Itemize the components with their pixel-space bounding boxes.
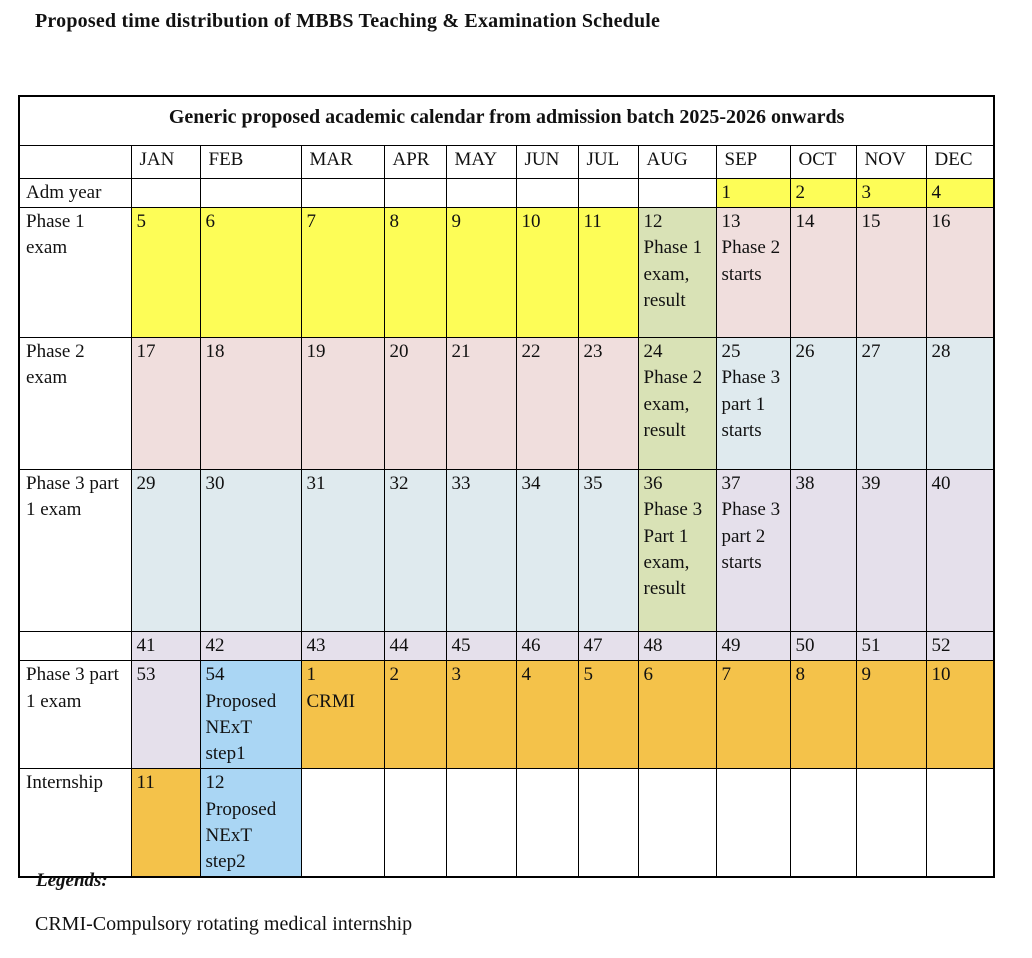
calendar-cell xyxy=(926,470,994,632)
calendar-cell xyxy=(200,208,301,338)
week-number: 52 xyxy=(931,635,951,657)
table-row xyxy=(19,338,994,470)
calendar-cell xyxy=(790,208,856,338)
calendar-cell xyxy=(716,632,790,661)
calendar-cell xyxy=(384,769,446,877)
calendar-cell xyxy=(516,338,578,470)
calendar-cell xyxy=(638,661,716,769)
week-number: 44 xyxy=(389,635,409,657)
calendar-cell xyxy=(516,208,578,338)
calendar-cell xyxy=(131,661,200,769)
month-header-oct: OCT xyxy=(790,146,856,179)
calendar-cell xyxy=(384,208,446,338)
academic-calendar-table xyxy=(18,95,995,878)
week-number: 11 xyxy=(583,211,602,233)
page-title: Proposed time distribution of MBBS Teaching & Examination Schedule xyxy=(35,10,661,32)
calendar-cell xyxy=(578,338,638,470)
week-number: 38 xyxy=(795,473,815,495)
calendar-cell xyxy=(384,632,446,661)
cell-note: Phase 1 exam, result xyxy=(643,237,703,311)
week-number: 5 xyxy=(583,664,593,686)
calendar-cell xyxy=(790,470,856,632)
calendar-cell xyxy=(638,179,716,208)
cell-note: Phase 3 part 2 starts xyxy=(721,499,781,573)
week-number: 45 xyxy=(451,635,471,657)
calendar-cell xyxy=(926,179,994,208)
corner-cell xyxy=(19,146,131,179)
week-number: 36 xyxy=(643,473,663,495)
calendar-cell xyxy=(446,632,516,661)
calendar-cell xyxy=(131,470,200,632)
week-number: 15 xyxy=(861,211,881,233)
calendar-cell xyxy=(200,769,301,877)
calendar-cell xyxy=(516,769,578,877)
month-header-dec: DEC xyxy=(926,146,994,179)
week-number: 12 xyxy=(643,211,663,233)
week-number: 6 xyxy=(205,211,215,233)
calendar-cell xyxy=(301,338,384,470)
week-number: 19 xyxy=(306,341,326,363)
row-label: Adm year xyxy=(19,179,131,208)
table-row xyxy=(19,769,994,877)
calendar-cell xyxy=(638,208,716,338)
week-number: 54 xyxy=(205,664,225,686)
calendar-cell xyxy=(578,470,638,632)
week-number: 1 xyxy=(721,182,731,203)
calendar-cell xyxy=(578,179,638,208)
row-label: Internship xyxy=(19,769,131,877)
calendar-cell xyxy=(638,632,716,661)
months-header-row xyxy=(19,146,994,179)
week-number: 49 xyxy=(721,635,741,657)
week-number: 39 xyxy=(861,473,881,495)
cell-note: Proposed NExT step2 xyxy=(205,798,277,872)
calendar-cell xyxy=(638,769,716,877)
table-row xyxy=(19,208,994,338)
cell-note: Phase 2 exam, result xyxy=(643,367,703,441)
month-header-sep: SEP xyxy=(716,146,790,179)
month-header-jun: JUN xyxy=(516,146,578,179)
calendar-cell xyxy=(446,179,516,208)
calendar-cell xyxy=(384,661,446,769)
month-header-jul: JUL xyxy=(578,146,638,179)
calendar-cell xyxy=(578,208,638,338)
table-row xyxy=(19,470,994,632)
week-number: 3 xyxy=(451,664,461,686)
calendar-cell xyxy=(856,632,926,661)
calendar-cell xyxy=(716,470,790,632)
calendar-cell xyxy=(926,769,994,877)
calendar-cell xyxy=(131,769,200,877)
week-number: 10 xyxy=(521,211,541,233)
week-number: 1 xyxy=(306,664,316,686)
week-number: 24 xyxy=(643,341,663,363)
calendar-cell xyxy=(856,208,926,338)
week-number: 42 xyxy=(205,635,225,657)
week-number: 10 xyxy=(931,664,951,686)
week-number: 20 xyxy=(389,341,409,363)
calendar-cell xyxy=(716,338,790,470)
calendar-cell xyxy=(301,179,384,208)
week-number: 18 xyxy=(205,341,225,363)
week-number: 6 xyxy=(643,664,653,686)
calendar-cell xyxy=(446,338,516,470)
caption-row xyxy=(19,96,994,146)
cell-note: Phase 3 Part 1 exam, result xyxy=(643,499,703,600)
cell-note: Phase 3 part 1 starts xyxy=(721,367,781,441)
month-header-apr: APR xyxy=(384,146,446,179)
week-number: 27 xyxy=(861,341,881,363)
calendar-cell xyxy=(790,338,856,470)
calendar-cell xyxy=(578,769,638,877)
week-number: 29 xyxy=(136,473,156,495)
calendar-cell xyxy=(790,179,856,208)
month-header-jan: JAN xyxy=(131,146,200,179)
row-label: Phase 1 exam xyxy=(19,208,131,338)
week-number: 9 xyxy=(861,664,871,686)
calendar-cell xyxy=(200,632,301,661)
cell-note: CRMI xyxy=(306,690,356,712)
week-number: 35 xyxy=(583,473,603,495)
calendar-cell xyxy=(638,470,716,632)
calendar-cell xyxy=(516,661,578,769)
week-number: 28 xyxy=(931,341,951,363)
calendar-cell xyxy=(200,470,301,632)
week-number: 33 xyxy=(451,473,471,495)
week-number: 7 xyxy=(721,664,731,686)
row-label: Phase 2 exam xyxy=(19,338,131,470)
calendar-cell xyxy=(516,179,578,208)
calendar-cell xyxy=(638,338,716,470)
calendar-cell xyxy=(446,661,516,769)
calendar-cell xyxy=(131,179,200,208)
week-number: 2 xyxy=(389,664,399,686)
calendar-cell xyxy=(856,338,926,470)
week-number: 32 xyxy=(389,473,409,495)
calendar-cell xyxy=(301,208,384,338)
calendar-cell xyxy=(131,208,200,338)
calendar-cell xyxy=(301,632,384,661)
calendar-cell xyxy=(131,338,200,470)
calendar-cell xyxy=(200,338,301,470)
table-caption: Generic proposed academic calendar from admission batch 2025-2026 onwards xyxy=(19,96,994,146)
calendar-cell xyxy=(384,470,446,632)
row-label: Phase 3 part 1 exam xyxy=(19,470,131,632)
week-number: 34 xyxy=(521,473,541,495)
calendar-cell xyxy=(856,179,926,208)
calendar-cell xyxy=(926,632,994,661)
week-number: 4 xyxy=(931,182,941,203)
calendar-cell xyxy=(446,208,516,338)
week-number: 9 xyxy=(451,211,461,233)
week-number: 50 xyxy=(795,635,815,657)
calendar-cell xyxy=(856,661,926,769)
week-number: 14 xyxy=(795,211,815,233)
calendar-cell xyxy=(856,769,926,877)
legends-heading: Legends: xyxy=(36,870,108,891)
week-number: 40 xyxy=(931,473,951,495)
week-number: 26 xyxy=(795,341,815,363)
calendar-cell xyxy=(716,179,790,208)
week-number: 8 xyxy=(795,664,805,686)
week-number: 30 xyxy=(205,473,225,495)
calendar-cell xyxy=(200,179,301,208)
calendar-cell xyxy=(790,661,856,769)
week-number: 53 xyxy=(136,664,156,686)
week-number: 41 xyxy=(136,635,156,657)
week-number: 16 xyxy=(931,211,951,233)
week-number: 43 xyxy=(306,635,326,657)
calendar-cell xyxy=(446,769,516,877)
week-number: 5 xyxy=(136,211,146,233)
calendar-cell xyxy=(856,470,926,632)
table-row xyxy=(19,661,994,769)
calendar-cell xyxy=(446,470,516,632)
month-header-feb: FEB xyxy=(200,146,301,179)
week-number: 22 xyxy=(521,341,541,363)
calendar-cell xyxy=(200,661,301,769)
month-header-aug: AUG xyxy=(638,146,716,179)
calendar-cell xyxy=(301,470,384,632)
table-row xyxy=(19,179,994,208)
month-header-mar: MAR xyxy=(301,146,384,179)
calendar-cell xyxy=(131,632,200,661)
calendar-cell xyxy=(578,632,638,661)
calendar-cell xyxy=(301,769,384,877)
month-header-nov: NOV xyxy=(856,146,926,179)
week-number: 23 xyxy=(583,341,603,363)
calendar-cell xyxy=(790,769,856,877)
week-number: 7 xyxy=(306,211,316,233)
week-number: 12 xyxy=(205,772,225,794)
calendar-cell xyxy=(926,208,994,338)
calendar-cell xyxy=(516,470,578,632)
week-number: 31 xyxy=(306,473,326,495)
calendar-cell xyxy=(578,661,638,769)
week-number: 46 xyxy=(521,635,541,657)
week-number: 17 xyxy=(136,341,156,363)
week-number: 4 xyxy=(521,664,531,686)
calendar-cell xyxy=(516,632,578,661)
week-number: 11 xyxy=(136,772,155,794)
calendar-cell xyxy=(716,769,790,877)
week-number: 48 xyxy=(643,635,663,657)
calendar-cell xyxy=(790,632,856,661)
week-number: 21 xyxy=(451,341,471,363)
row-label xyxy=(19,632,131,661)
month-header-may: MAY xyxy=(446,146,516,179)
calendar-cell xyxy=(716,661,790,769)
week-number: 51 xyxy=(861,635,881,657)
week-number: 25 xyxy=(721,341,741,363)
calendar-cell xyxy=(301,661,384,769)
week-number: 13 xyxy=(721,211,741,233)
calendar-cell xyxy=(384,179,446,208)
cell-note: Phase 2 starts xyxy=(721,237,781,285)
week-number: 3 xyxy=(861,182,871,203)
calendar-cell xyxy=(926,338,994,470)
cell-note: Proposed NExT step1 xyxy=(205,690,277,765)
calendar-cell xyxy=(716,208,790,338)
legend-item-crmi: CRMI-Compulsory rotating medical internship xyxy=(35,913,413,935)
week-number: 8 xyxy=(389,211,399,233)
calendar-cell xyxy=(384,338,446,470)
table-row xyxy=(19,632,994,661)
week-number: 47 xyxy=(583,635,603,657)
calendar-cell xyxy=(926,661,994,769)
week-number: 37 xyxy=(721,473,741,495)
row-label: Phase 3 part 1 exam xyxy=(19,661,131,769)
week-number: 2 xyxy=(795,182,805,203)
